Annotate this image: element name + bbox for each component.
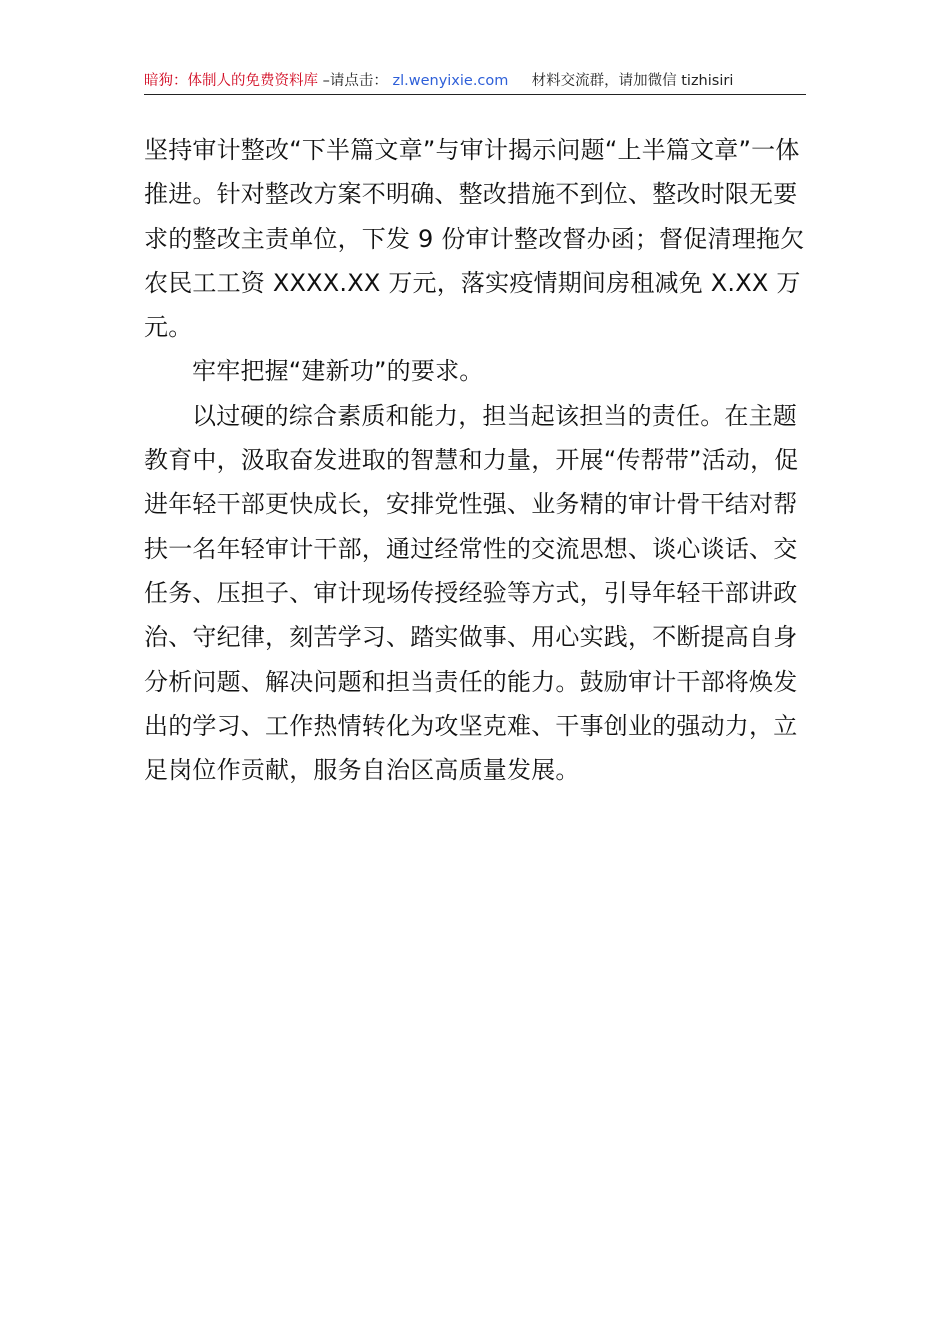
page-header xyxy=(144,68,806,95)
section-heading-new-merit: 牢牢把握“建新功”的要求。 xyxy=(192,357,484,386)
header-click-prompt: –请点击： xyxy=(322,73,388,89)
paragraph-quality-ability: 以过硬的综合素质和能力，担当起该担当的责任。在主题教育中，汲取奋发进取的智慧和力量，开展“传帮带”活动，促进年轻干部更快成长，安排党性强、业务精的审计骨干结对帮扶一名年轻审计干部，通过经常性的交流思想、谈心谈话、交任务、压担子、审计现场传授经验等方式，引导年轻干部讲政治、守纪律，刻苦学习、踏实做事、用心实践，不断提高自身分析问题、解决问题和担当责任的能力。鼓励审计干部将焕发出的学习、工作热情转化为攻坚克难、干事创业的强动力，立足岗位作贡献，服务自治区高质量发展。 xyxy=(144,401,799,785)
header-link[interactable]: zl.wenyixie.com xyxy=(392,73,509,89)
document-body xyxy=(144,128,808,792)
paragraph-rectification: 坚持审计整改“下半篇文章”与审计揭示问题“上半篇文章”一体推进。针对整改方案不明确、整改措施不到位、整改时限无要求的整改主责单位，下发 9 份审计整改督办函；督促清理拖欠农民工工资 XXXX.XX 万元，落实疫情期间房租减免 X.XX 万元。 xyxy=(144,136,805,342)
header-group-text: 材料交流群，请加微信 tizhisiri xyxy=(531,73,734,89)
header-source-label: 暗狗：体制人的免费资料库 xyxy=(144,73,318,89)
